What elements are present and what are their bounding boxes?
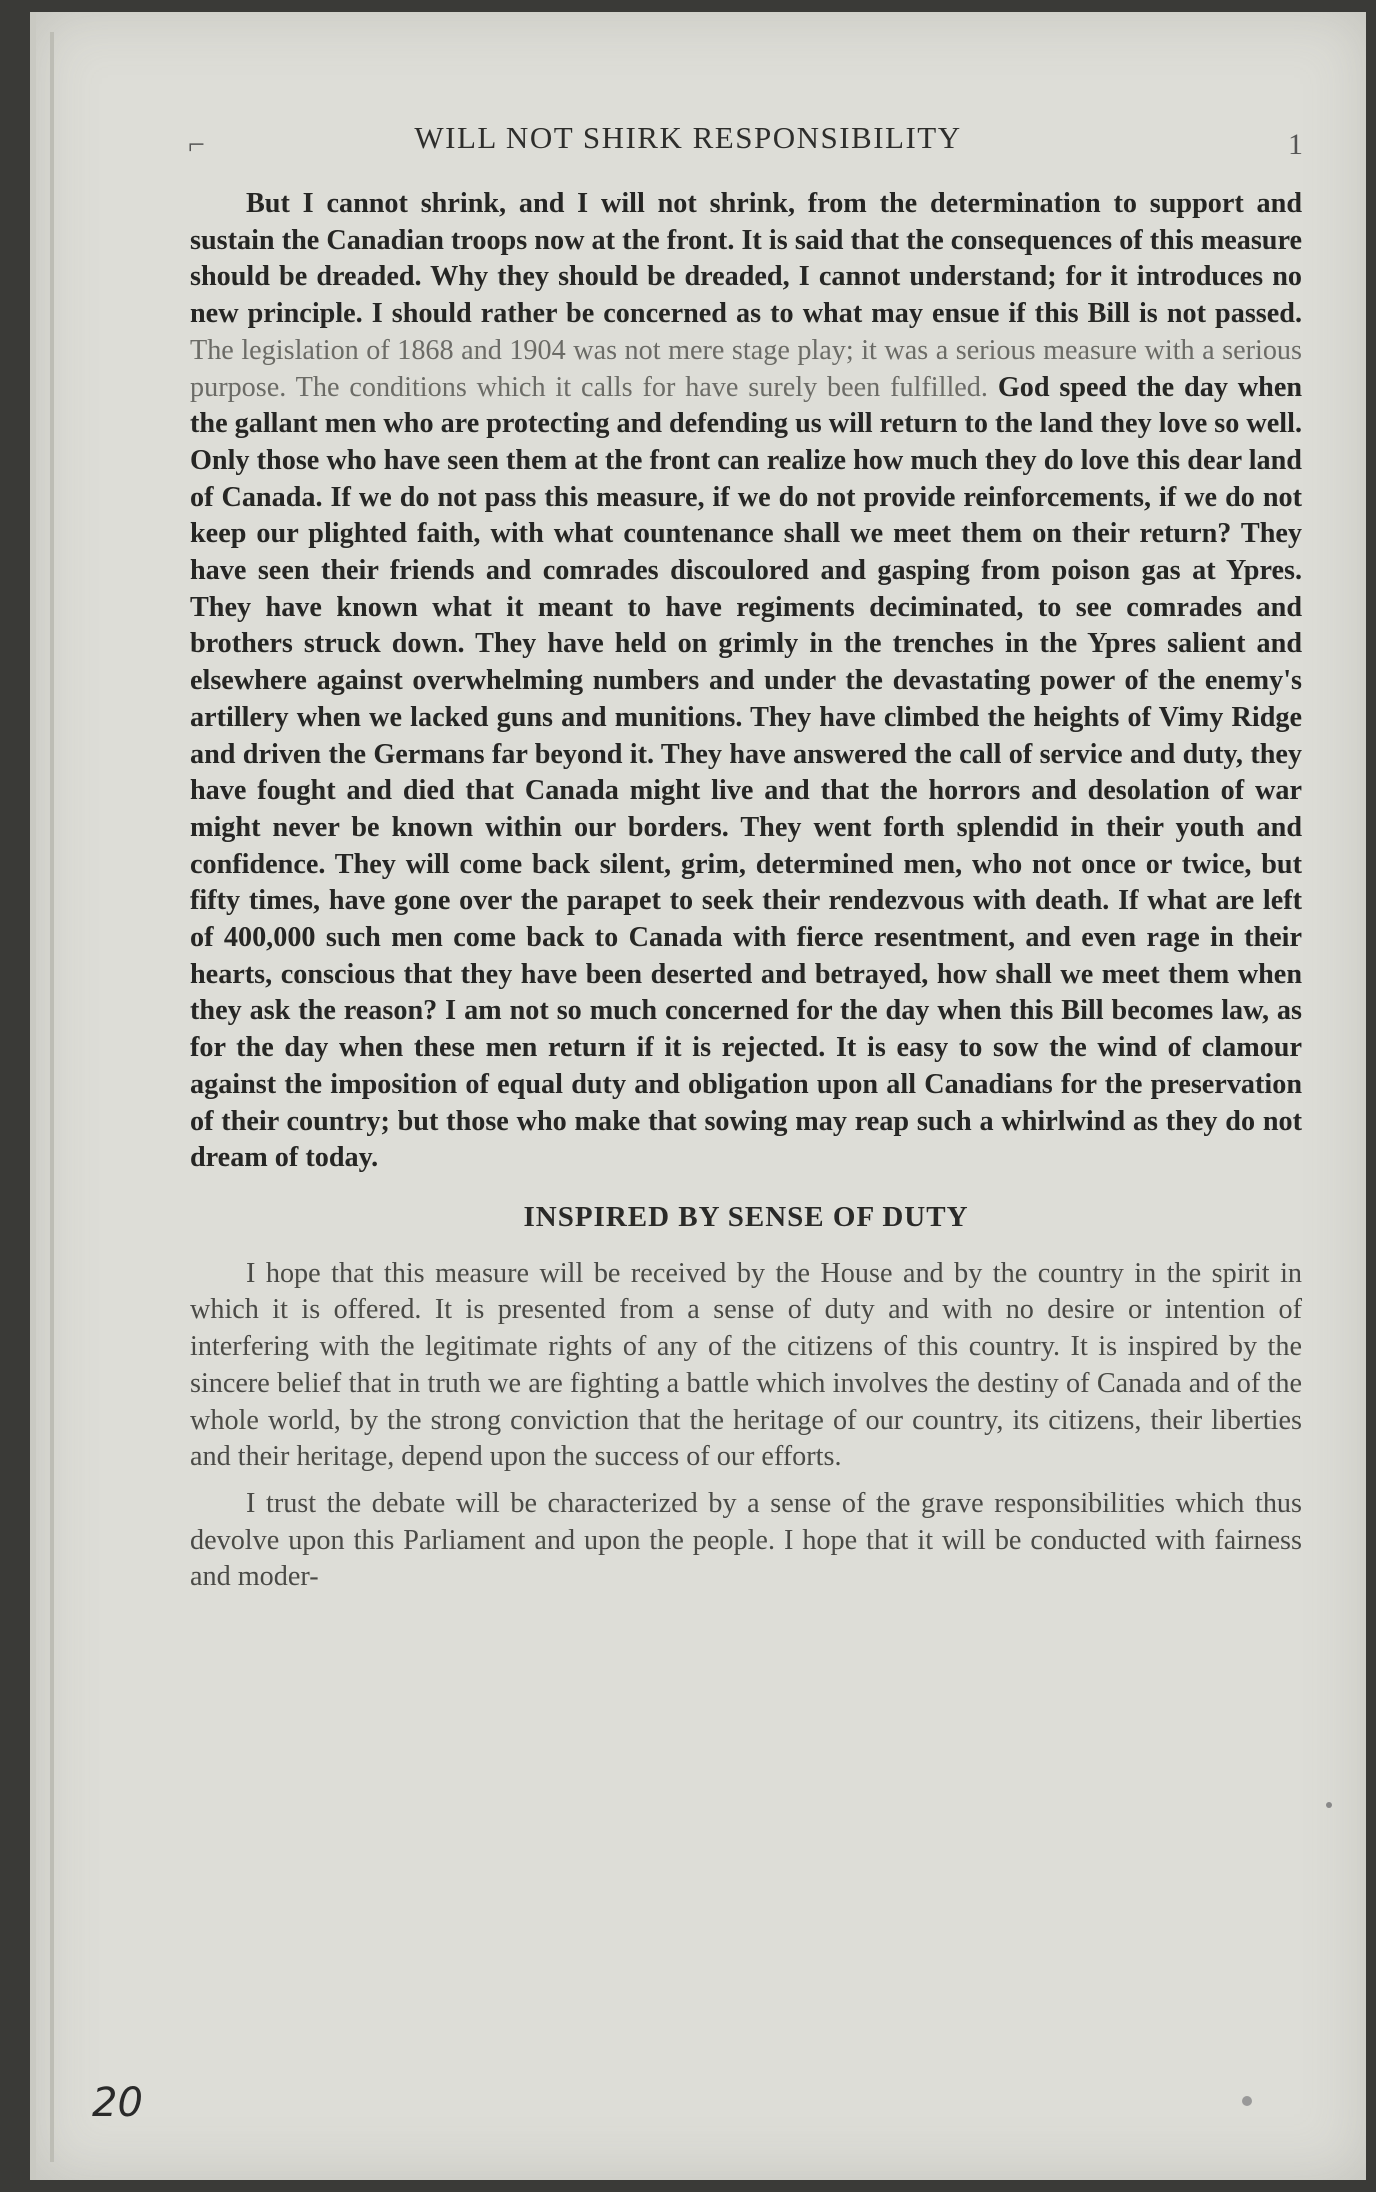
paragraph-1-part-1: But I cannot shrink, and I will not shrink, from the determination to support and sustain the Canadian troops now at the front. It is said that the consequences of this measure should be dreaded. Why they should be dreaded, I cannot understand; for it introduces no new principle. I should rather be concerned as to what may ensue if this Bill is not passed.: [190, 188, 1302, 330]
page-edge-shadow: [50, 32, 54, 2162]
ink-speck: [1326, 1802, 1332, 1808]
running-head-right-mark: 1: [1288, 128, 1303, 161]
paragraph-1: [190, 186, 1302, 1177]
running-head-left-mark: ⌐: [188, 128, 205, 161]
paragraph-3: I trust the debate will be characterized by a sense of the grave responsibilities which thus devolve upon this Parliament and upon the people. I hope that it will be conducted with fairness and moder-: [190, 1487, 1302, 1593]
ink-speck: [1242, 2096, 1252, 2106]
section-heading: INSPIRED BY SENSE OF DUTY: [523, 1200, 969, 1233]
running-head: WILL NOT SHIRK RESPONSIBILITY: [414, 120, 962, 155]
paragraph-2: I hope that this measure will be received by the House and by the country in the spirit in which it is offered. It is presented from a sense of duty and with no desire or intention of interfering with the legitimate rights of any of the citizens of this country. It is inspired by the sincere belief that in truth we are fighting a battle which involves the destiny of Canada and of the whole world, by the strong conviction that the heritage of our country, its citizens, their liberties and their heritage, depend upon the success of our efforts.: [190, 1257, 1302, 1473]
paragraph-1-part-3: God speed the day when the gallant men who are protecting and defending us will return to the land they love so well. Only those who have seen them at the front can realize how much they do love this dear land of Canada. If we do not pass this measure, if we do not provide reinforcements, if we do not keep our plighted faith, with what countenance shall we meet them on their return? They have seen their friends and comrades discoulored and gasping from poison gas at Ypres. They have known what it meant to have regiments deciminated, to see comrades and brothers struck down. They have held on grimly in the trenches in the Ypres salient and elsewhere against overwhelming numbers and under the devastating power of the enemy's artillery when we lacked guns and munitions. They have climbed the heights of Vimy Ridge and driven the Germans far beyond it. They have answered the call of service and duty, they have fought and died that Canada might live and that the horrors and desolation of war might never be known within our borders. They went forth splendid in their youth and confidence. They will come back silent, grim, determined men, who not once or twice, but fifty times, have gone over the parapet to seek their rendezvous with death. If what are left of 400,000 such men come back to Canada with fierce resentment, and even rage in their hearts, conscious that they have been deserted and betrayed, how shall we meet them when they ask the reason? I am not so much concerned for the day when this Bill becomes law, as for the day when these men return if it is rejected. It is easy to sow the wind of clamour against the imposition of equal duty and obligation upon all Canadians for the preservation of their country; but those who make that sowing may reap such a whirlwind as they do not dream of today.: [190, 371, 1303, 1174]
page-body: [190, 186, 1302, 1596]
paragraph-1-part-2: The legislation of 1868 and 1904 was not mere stage play; it was a serious measure with a serious purpose. The conditions which it calls for have surely been fulfilled.: [190, 334, 1302, 403]
page-number: 20: [92, 2080, 143, 2126]
